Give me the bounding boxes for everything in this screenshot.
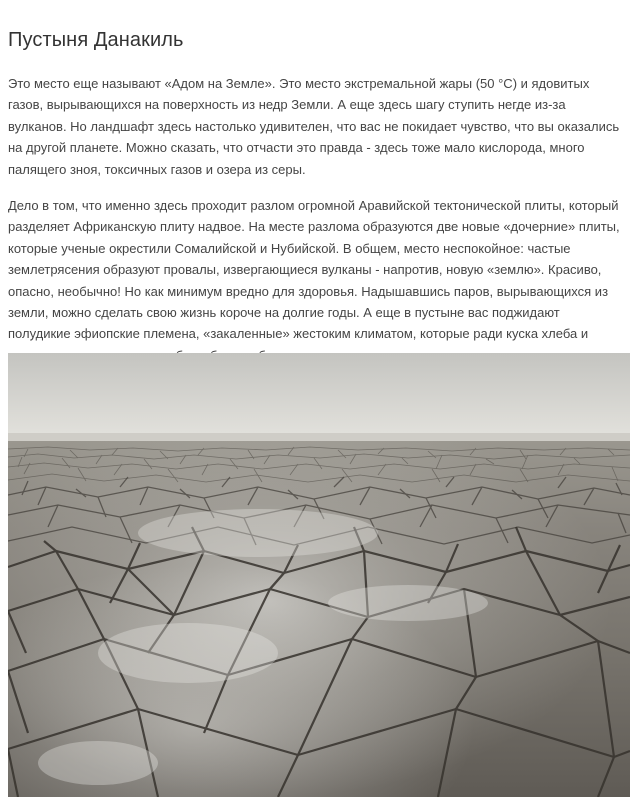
salt-flat-photo [8,353,630,797]
article-paragraph: Это место еще называют «Адом на Земле». Это место экстремальной жары (50 °С) и ядовитых газов, вырывающихся на поверхность из недр Земли. А еще здесь шагу ступить негде из-за вулканов. Но ландшафт здесь настолько удивителен, что вас не покидает чувство, что вы оказались на другой планете. Можно сказать, что отчасти это правда - здесь тоже мало кислорода, много палящего зноя, токсичных газов и озера из серы. [8,76,620,177]
article-paragraph: Дело в том, что именно здесь проходит разлом огромной Аравийской тектонической плиты, который разделяет Африканскую плиту надвое. На месте разлома образуются две новые «дочерние» плиты, которые ученые окрестили Сомалийской и Нубийской. В общем, место неспокойное: частые землетрясения образуют провалы, извергающиеся вулканы - напротив, новую «землю». Красиво, опасно, необычно! Но как минимум вредно для здоровья. Надышавшись паров, вырывающихся из земли, можно сделать свою жизнь короче на долгие годы. А еще в пустыне вас поджидают полудикие эфиопские племена, «закаленные» жестоким климатом, которые ради куска хлеба и [8,198,620,342]
sky [8,353,630,439]
salt-flat-illustration [8,353,630,797]
article-title: Пустыня Данакиль [8,29,184,51]
